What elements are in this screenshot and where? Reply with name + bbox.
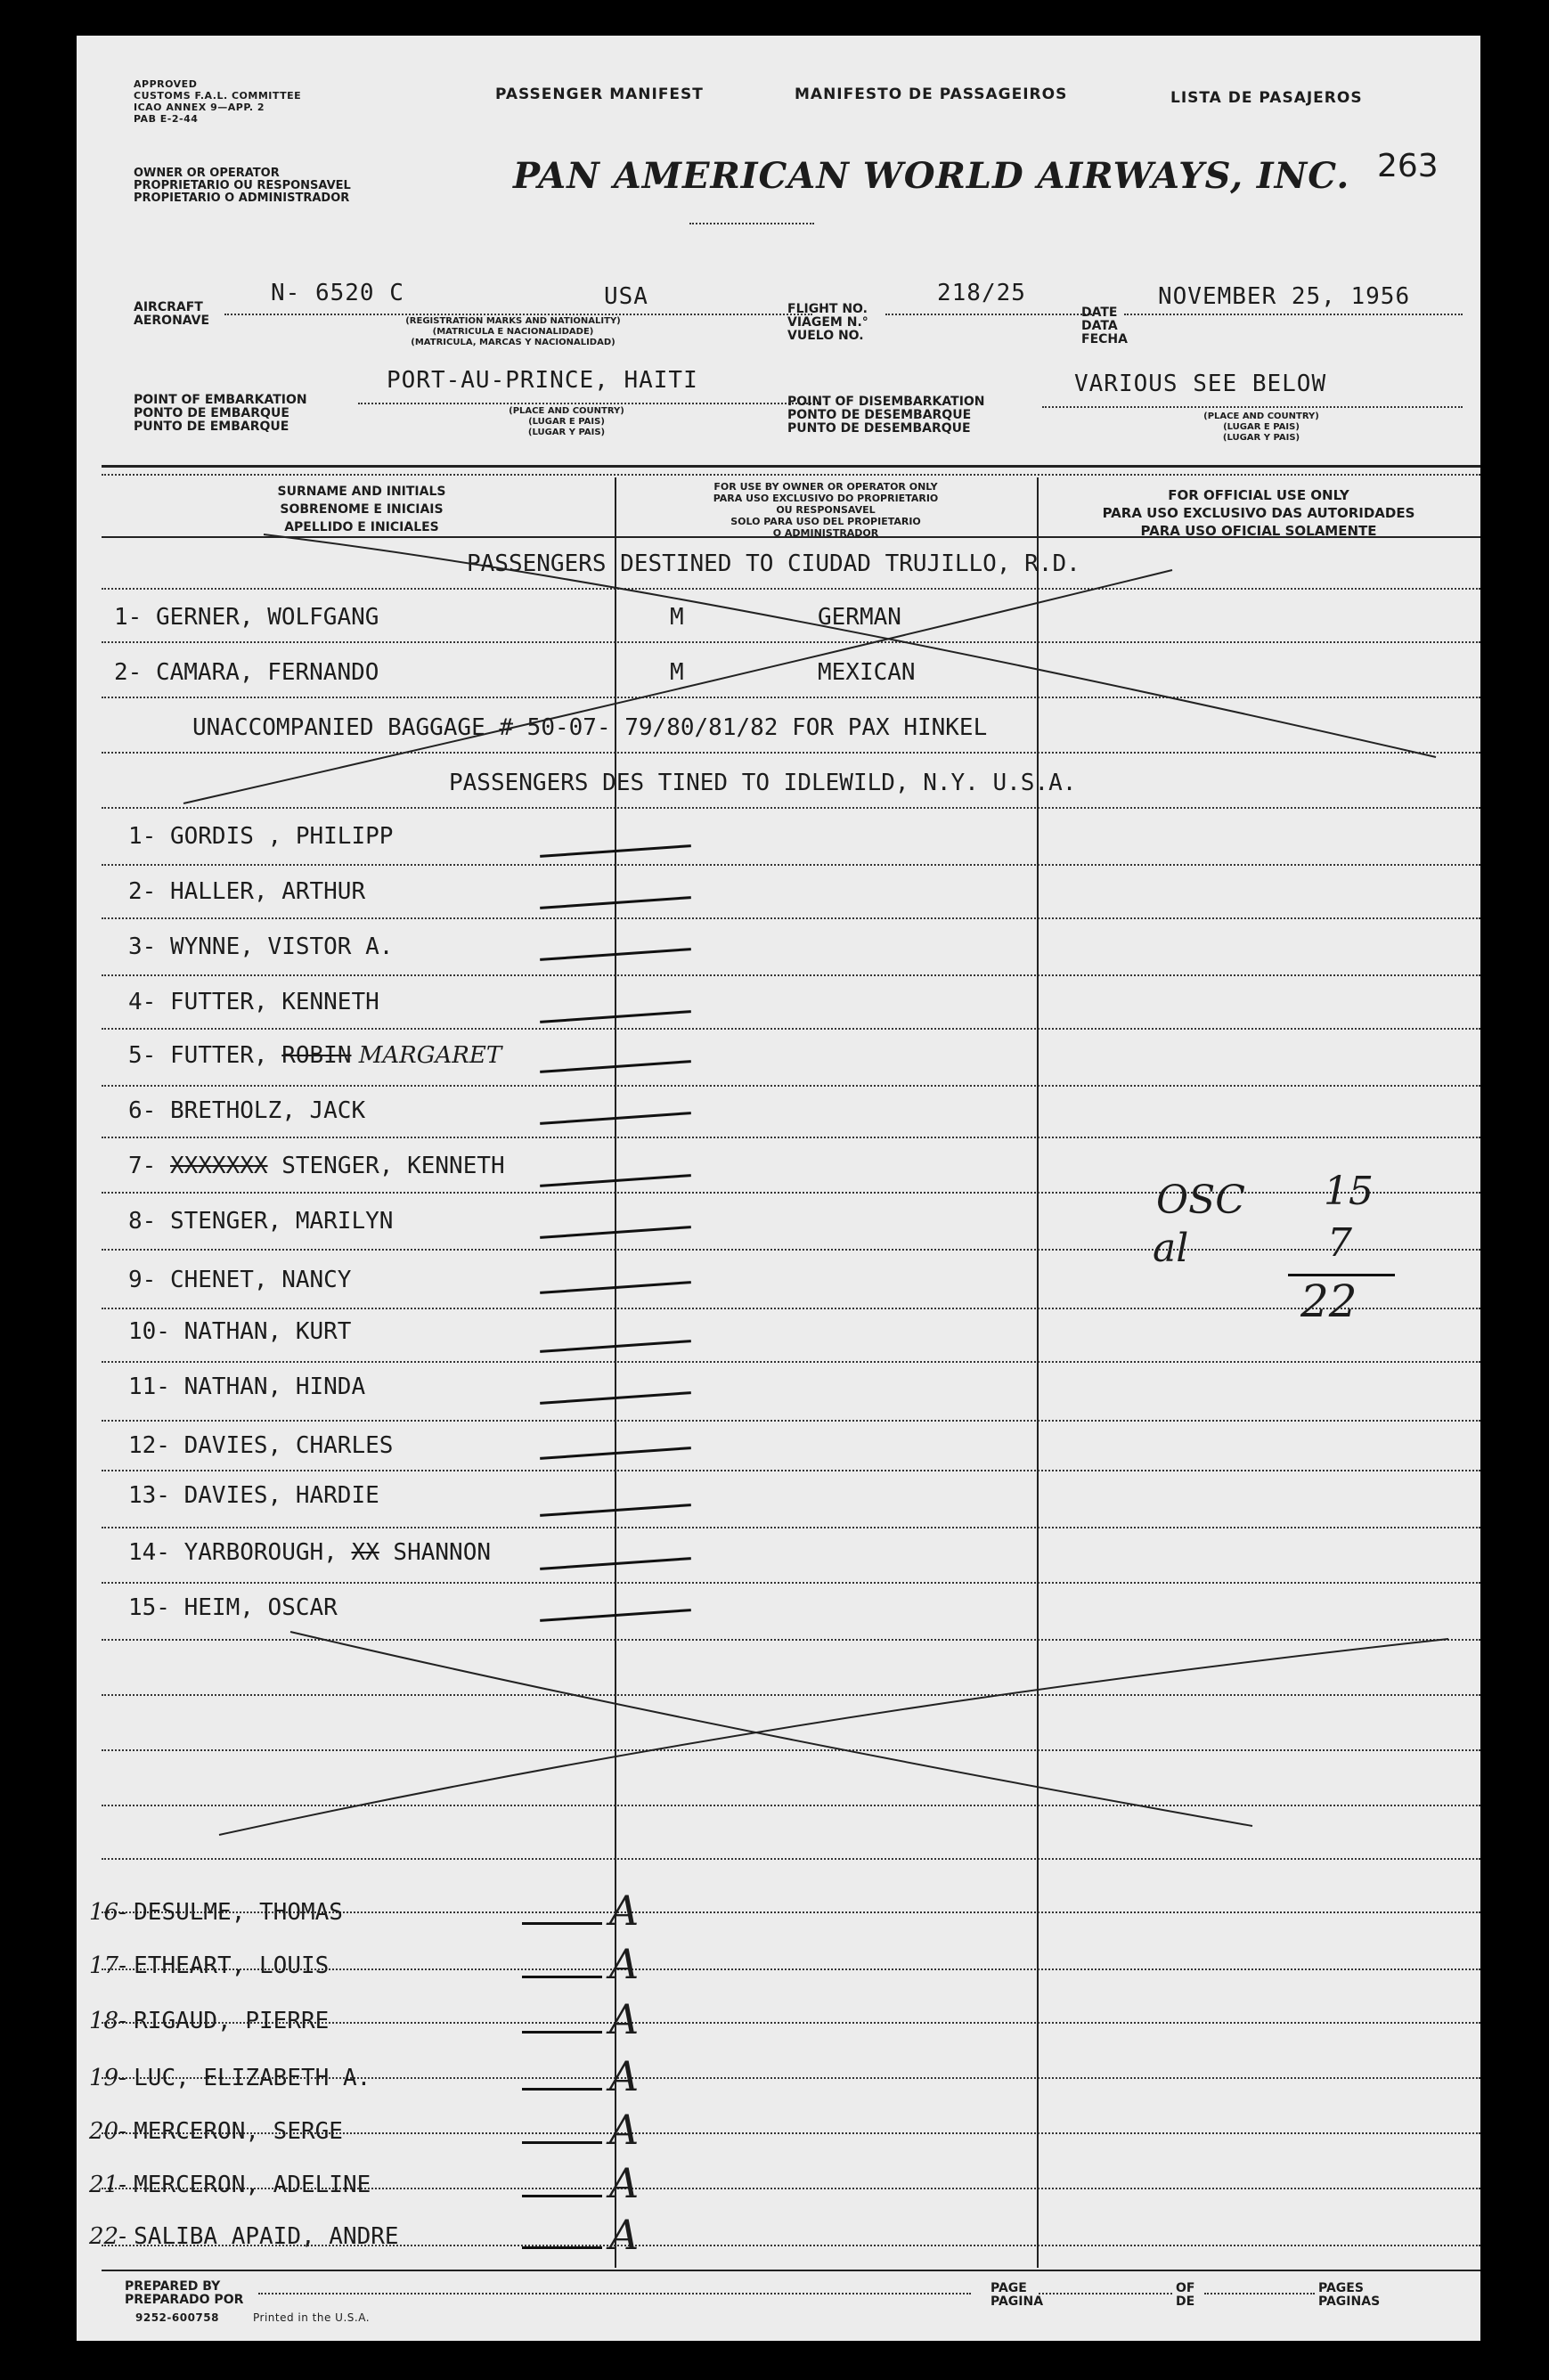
row-number: 20- [89,2118,135,2145]
row-number: 6- [128,1097,170,1124]
row-number: 1- [128,823,170,850]
owner-label: OWNER OR OPERATOR PROPRIETARIO OU RESPONSAVEL PROPIETARIO O ADMINISTRADOR [134,167,351,205]
flight-label: FLIGHT NO. VIAGEM N.° VUELO NO. [787,302,868,343]
passenger-name: MERCERON, ADELINE [134,2172,371,2198]
trujillo-row-2: 2- CAMARA, FERNANDO [114,659,379,686]
flight-number: 218/25 [937,280,1026,306]
page-label: PAGE PAGINA [991,2281,1044,2309]
row-number: 18- [89,2008,135,2034]
passenger-name: DESULME, THOMAS [134,1899,343,1926]
title-english: PASSENGER MANIFEST [495,86,704,103]
footer-rule [102,2270,1480,2271]
title-spanish: LISTA DE PASAJEROS [1170,89,1363,107]
passenger-name: RIGAUD, PIERRE [134,2008,330,2034]
aircraft-label: AIRCRAFT AERONAVE [134,300,210,328]
trujillo-row-1-sex: M [670,604,684,631]
tally-label-2: al [1153,1226,1189,1271]
strike-stroke-blank-1 [290,1632,1252,1826]
row-number: 21- [89,2172,135,2198]
passenger-name: FUTTER, [169,1042,268,1069]
struck-text: XXXXXXX [169,1153,268,1179]
prepared-by-line [258,2293,971,2294]
row-number: 14- [128,1539,184,1566]
date-value: NOVEMBER 25, 1956 [1158,283,1411,310]
row-number: 10- [128,1318,184,1345]
of-field-line [1204,2293,1315,2294]
trujillo-row-1: 1- GERNER, WOLFGANG [114,604,379,631]
initial-mark: A [609,1995,640,2043]
row-number: 19- [89,2065,135,2091]
row-number: 5- [128,1042,170,1069]
of-label: OF DE [1176,2281,1195,2309]
row-number: 9- [128,1267,170,1293]
row-number: 2- [128,878,170,905]
passenger-name: HALLER, ARTHUR [169,878,366,905]
row-number: 3- [128,933,170,960]
passenger-name: ETHEART, LOUIS [134,1952,330,1979]
strike-stroke-trujillo [264,534,1436,757]
passenger-name: HEIM, OSCAR [183,1594,338,1621]
column-header-official: FOR OFFICIAL USE ONLY PARA USO EXCLUSIVO DAS AUTORIDADES PARA USO OFICIAL SOLAMENTE [1102,487,1415,539]
row-number: 16- [89,1899,135,1926]
manifest-page [77,36,1480,2341]
initial-mark: A [609,2159,640,2207]
prepared-by-label: PREPARED BY PREPARADO POR [125,2279,244,2307]
passenger-name: FUTTER, KENNETH [169,989,379,1015]
initial-mark: A [609,1887,640,1935]
passenger-name: NATHAN, KURT [183,1318,352,1345]
passenger-name: DAVIES, CHARLES [183,1432,394,1459]
passenger-name: DAVIES, HARDIE [183,1482,379,1509]
form-number: 9252-600758 [135,2311,219,2324]
row-number: 15- [128,1594,184,1621]
pages-label: PAGES PAGINAS [1318,2281,1381,2309]
row-number: 13- [128,1482,184,1509]
passenger-name: YARBOROUGH, [183,1539,338,1566]
page-number: 263 [1377,148,1439,184]
struck-text: XX [351,1539,379,1566]
embarkation-label: POINT OF EMBARKATION PONTO DE EMBARQUE PUNTO DE EMBARQUE [134,393,307,434]
section-heading-trujillo: PASSENGERS DESTINED TO CIUDAD TRUJILLO, R.D. [467,550,1080,577]
passenger-name: GORDIS , PHILIPP [169,823,394,850]
trujillo-row-2-sex: M [670,659,684,686]
strike-stroke-trujillo-2 [183,570,1172,803]
tally-total: 22 [1300,1276,1357,1327]
tally-label-1: OSC [1156,1178,1245,1223]
passenger-name: STENGER, MARILYN [169,1208,394,1235]
initial-mark: A [609,1940,640,1988]
row-number: 4- [128,989,170,1015]
passenger-name: BRETHOLZ, JACK [169,1097,366,1124]
column-header-name: SURNAME AND INITIALS SOBRENOME E INICIAIS APELLIDO E INICIALES [277,485,446,534]
passenger-name: NATHAN, HINDA [183,1373,366,1400]
approval-block: APPROVED CUSTOMS F.A.L. COMMITTEE ICAO ANNEX 9—APP. 2 PAB E-2-44 [134,78,302,125]
passenger-name-continued: SHANNON [379,1539,492,1566]
aircraft-registration: N- 6520 C [271,280,404,306]
trujillo-row-2-nationality: MEXICAN [818,659,916,686]
row-number: 8- [128,1208,170,1235]
unaccompanied-baggage-note: UNACCOMPANIED BAGGAGE # 50-07- 79/80/81/82 FOR PAX HINKEL [192,714,988,741]
disembarkation-sub-labels: (PLACE AND COUNTRY) (LUGAR E PAIS) (LUGAR Y PAIS) [1203,412,1319,443]
passenger-name: MERCERON, SERGE [134,2118,343,2145]
row-number: 11- [128,1373,184,1400]
embarkation-sub-labels: (PLACE AND COUNTRY) (LUGAR E PAIS) (LUGAR Y PAIS) [509,406,624,437]
column-header-operator: FOR USE BY OWNER OR OPERATOR ONLY PARA USO EXCLUSIVO DO PROPRIETARIO OU RESPONSAVEL SOLO PARA USO DEL PROPIETARIO O ADMINISTRADOR [713,481,939,539]
handwritten-correction: MARGARET [351,1042,502,1069]
row-number: 12- [128,1432,184,1459]
passenger-name: CHENET, NANCY [169,1267,352,1293]
disembarkation-value: VARIOUS SEE BELOW [1074,371,1327,397]
passenger-name: WYNNE, VISTOR A. [169,933,394,960]
initial-mark: A [609,2106,640,2154]
tally-value-1: 15 [1324,1169,1374,1214]
aircraft-nationality: USA [604,283,648,310]
row-number: 22- [89,2223,135,2250]
disembarkation-label: POINT OF DISEMBARKATION PONTO DE DESEMBARQUE PUNTO DE DESEMBARQUE [787,395,985,436]
trujillo-row-1-nationality: GERMAN [818,604,901,631]
struck-text: ROBIN [281,1042,352,1069]
passenger-name: STENGER, KENNETH [267,1153,505,1179]
row-number: 7- [128,1153,170,1179]
row-number: 17- [89,1952,135,1979]
strike-stroke-blank-2 [219,1639,1448,1835]
initial-mark: A [609,2052,640,2100]
passenger-name: SALIBA APAID, ANDRE [134,2223,399,2250]
aircraft-sub-labels: (REGISTRATION MARKS AND NATIONALITY) (MATRICULA E NACIONALIDADE) (MATRICULA, MARCAS Y NACIONALIDAD) [405,316,621,347]
section-heading-idlewild: PASSENGERS DES TINED TO IDLEWILD, N.Y. U.S.A. [449,770,1077,796]
cancellation-strokes [77,36,1480,2341]
embarkation-value: PORT-AU-PRINCE, HAITI [387,367,698,394]
title-portuguese: MANIFESTO DE PASSAGEIROS [795,86,1068,103]
airline-name: PAN AMERICAN WORLD AIRWAYS, INC. [513,155,1350,197]
tally-value-2: 7 [1327,1220,1352,1266]
printed-in-usa: Printed in the U.S.A. [253,2311,371,2324]
date-label: DATE DATA FECHA [1081,306,1128,346]
initial-mark: A [609,2211,640,2259]
passenger-name: LUC, ELIZABETH A. [134,2065,371,2091]
page-field-line [1039,2293,1172,2294]
